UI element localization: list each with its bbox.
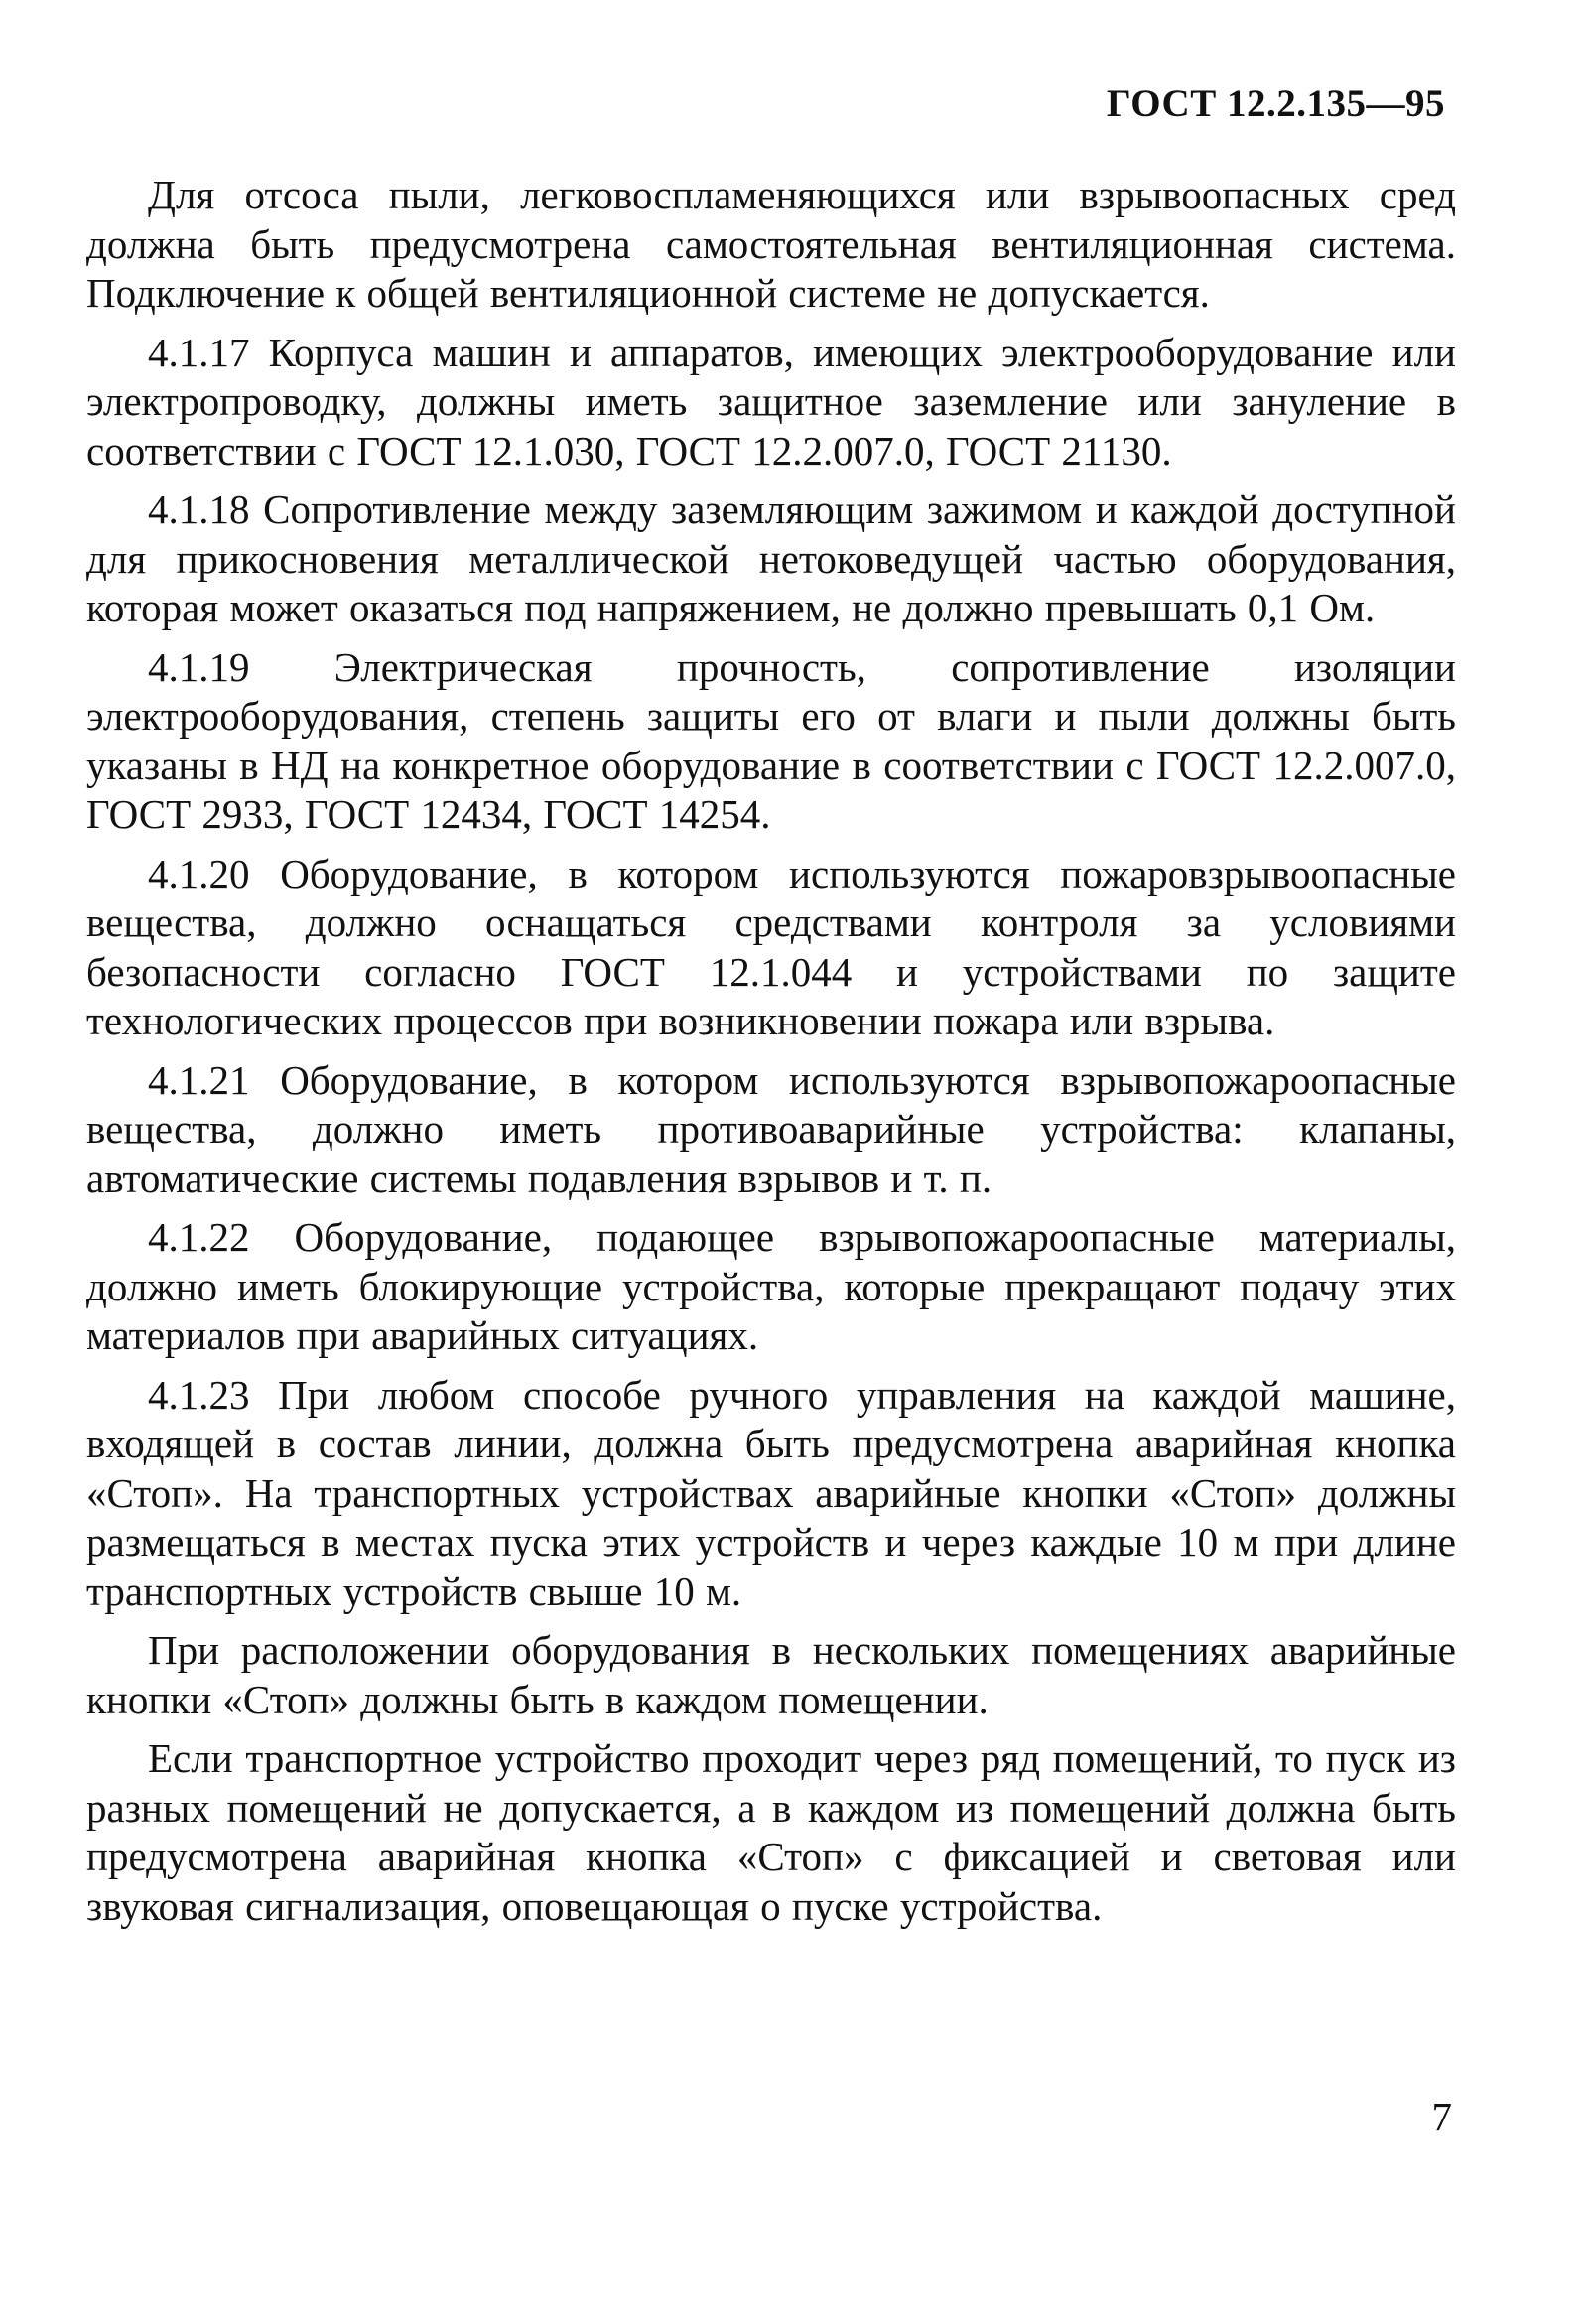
- page-header: ГОСТ 12.2.135—95: [1106, 82, 1445, 125]
- paragraph-transport-device: Если транспортное устройство проходит через ряд помещений, то пуск из разных помещений не допускается, а в каждом из помещений должна быть предусмотрена аварийная кнопка «Стоп» с фиксацией и световая или звуковая сигнализация, оповещающая о пуске устройства.: [86, 1735, 1456, 1929]
- paragraph-4-1-22: 4.1.22 Оборудование, подающее взрывопожароопасные материалы, должно иметь блокирующие устройства, которые прекращают подачу этих материалов при аварийных ситуациях.: [86, 1214, 1456, 1358]
- paragraph-multiple-rooms: При расположении оборудования в нескольких помещениях аварийные кнопки «Стоп» должны быть в каждом помещении.: [86, 1627, 1456, 1722]
- paragraph-4-1-23: 4.1.23 При любом способе ручного управления на каждой машине, входящей в состав линии, должна быть предусмотрена аварийная кнопка «Стоп». На транспортных устройствах аварийные кнопки «Стоп» должны размещаться в местах пуска этих устройств и через каждые 10 м при длине транспортных устройств свыше 10 м.: [86, 1371, 1456, 1614]
- document-body: [86, 171, 1456, 1941]
- paragraph-4-1-19: 4.1.19 Электрическая прочность, сопротивление изоляции электрооборудования, степень защиты его от влаги и пыли должны быть указаны в НД на конкретное оборудование в соответствии с ГОСТ 12.2.007.0, ГОСТ 2933, ГОСТ 12434, ГОСТ 14254.: [86, 643, 1456, 837]
- paragraph-ventilation: Для отсоса пыли, легковоспламеняющихся или взрывоопасных сред должна быть предусмотрена самостоятельная вентиляционная система. Подключение к общей вентиляционной системе не допускается.: [86, 172, 1456, 316]
- paragraph-4-1-21: 4.1.21 Оборудование, в котором используются взрывопожароопасные вещества, должно иметь противоаварийные устройства: клапаны, автоматические системы подавления взрывов и т. п.: [86, 1056, 1456, 1201]
- paragraph-4-1-20: 4.1.20 Оборудование, в котором используются пожаровзрывоопасные вещества, должно оснащаться средствами контроля за условиями безопасности согласно ГОСТ 12.1.044 и устройствами по защите технологических процессов при возникновении пожара или взрыва.: [86, 850, 1456, 1043]
- paragraph-4-1-17: 4.1.17 Корпуса машин и аппаратов, имеющих электрооборудование или электропроводку, должны иметь защитное заземление или зануление в соответствии с ГОСТ 12.1.030, ГОСТ 12.2.007.0, ГОСТ 21130.: [86, 329, 1456, 474]
- paragraph-4-1-18: 4.1.18 Сопротивление между заземляющим зажимом и каждой доступной для прикосновения металлической нетоковедущей частью оборудования, которая может оказаться под напряжением, не должно превышать 0,1 Ом.: [86, 486, 1456, 630]
- page-number: 7: [1431, 2094, 1452, 2139]
